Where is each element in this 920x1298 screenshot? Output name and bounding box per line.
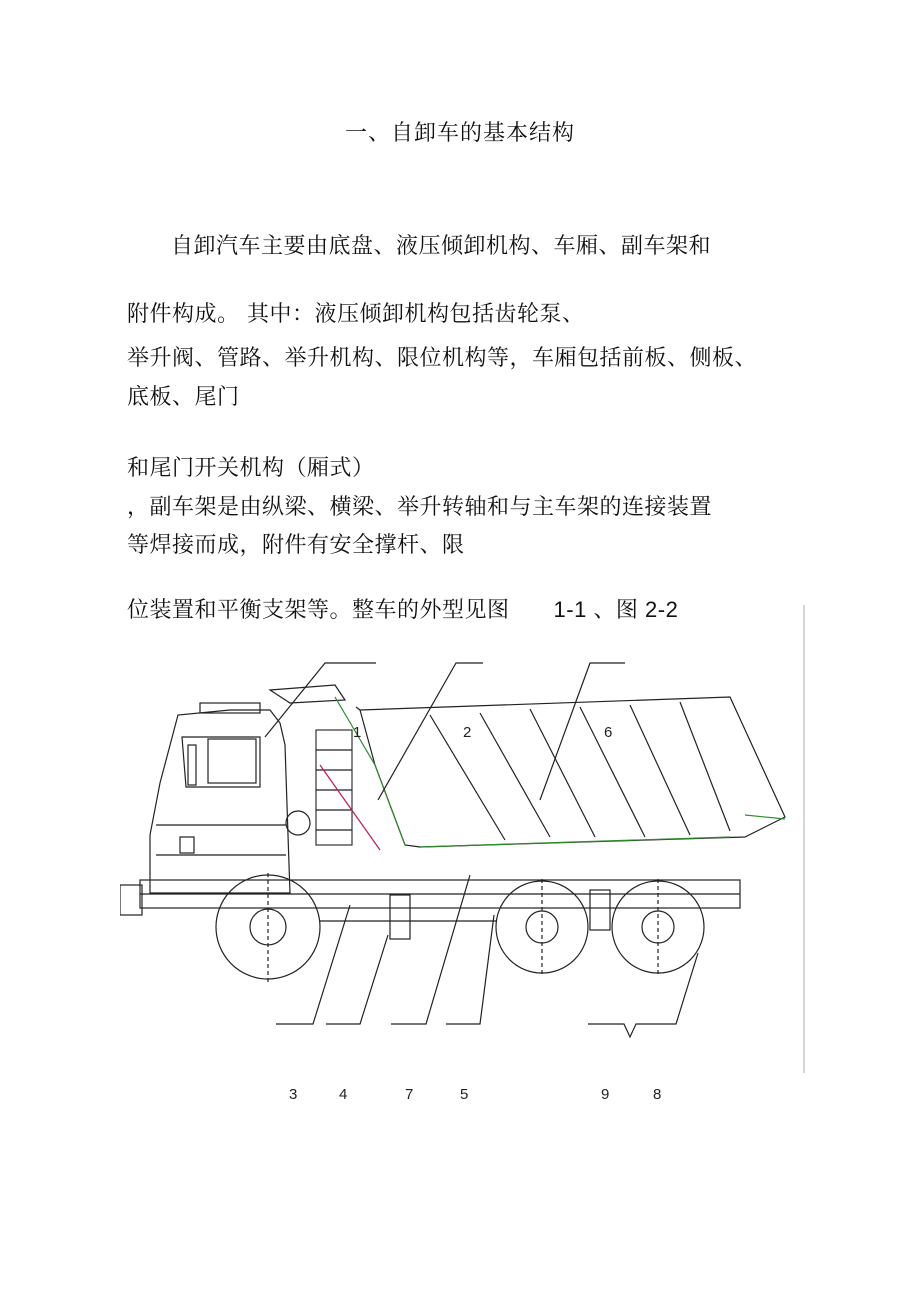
callout-3: 3: [289, 1086, 298, 1103]
dump-truck-diagram: [120, 605, 810, 1103]
callout-5: 5: [460, 1086, 469, 1103]
callout-6: 6: [604, 724, 613, 741]
paragraph-line-3: 举升阀、管路、举升机构、限位机构等，车厢包括前板、侧板、: [127, 346, 758, 371]
page-title: 一、自卸车的基本结构: [344, 121, 575, 146]
callout-4: 4: [339, 1086, 348, 1103]
paragraph-line-1: 自卸汽车主要由底盘、液压倾卸机构、车厢、副车架和: [171, 234, 712, 259]
callout-2: 2: [463, 724, 472, 741]
figure-reference: 1-1 、图 2-2: [553, 597, 679, 622]
paragraph-line-5: 和尾门开关机构（厢式）: [127, 456, 375, 481]
callout-1: 1: [353, 724, 362, 741]
callout-8: 8: [653, 1086, 662, 1103]
paragraph-line-7: 等焊接而成，附件有安全撑杆、限: [127, 533, 465, 558]
dump-truck-drawing: [120, 605, 810, 1075]
paragraph-line-6: ，副车架是由纵梁、横梁、举升转轴和与主车架的连接装置: [127, 495, 713, 520]
paragraph-line-4: 底板、尾门: [127, 385, 240, 410]
callout-7: 7: [405, 1086, 414, 1103]
callout-9: 9: [601, 1086, 610, 1103]
paragraph-line-2: 附件构成。 其中：液压倾卸机构包括齿轮泵、: [127, 302, 585, 327]
paragraph-line-8-text: 位装置和平衡支架等。整车的外型见图: [127, 598, 510, 623]
